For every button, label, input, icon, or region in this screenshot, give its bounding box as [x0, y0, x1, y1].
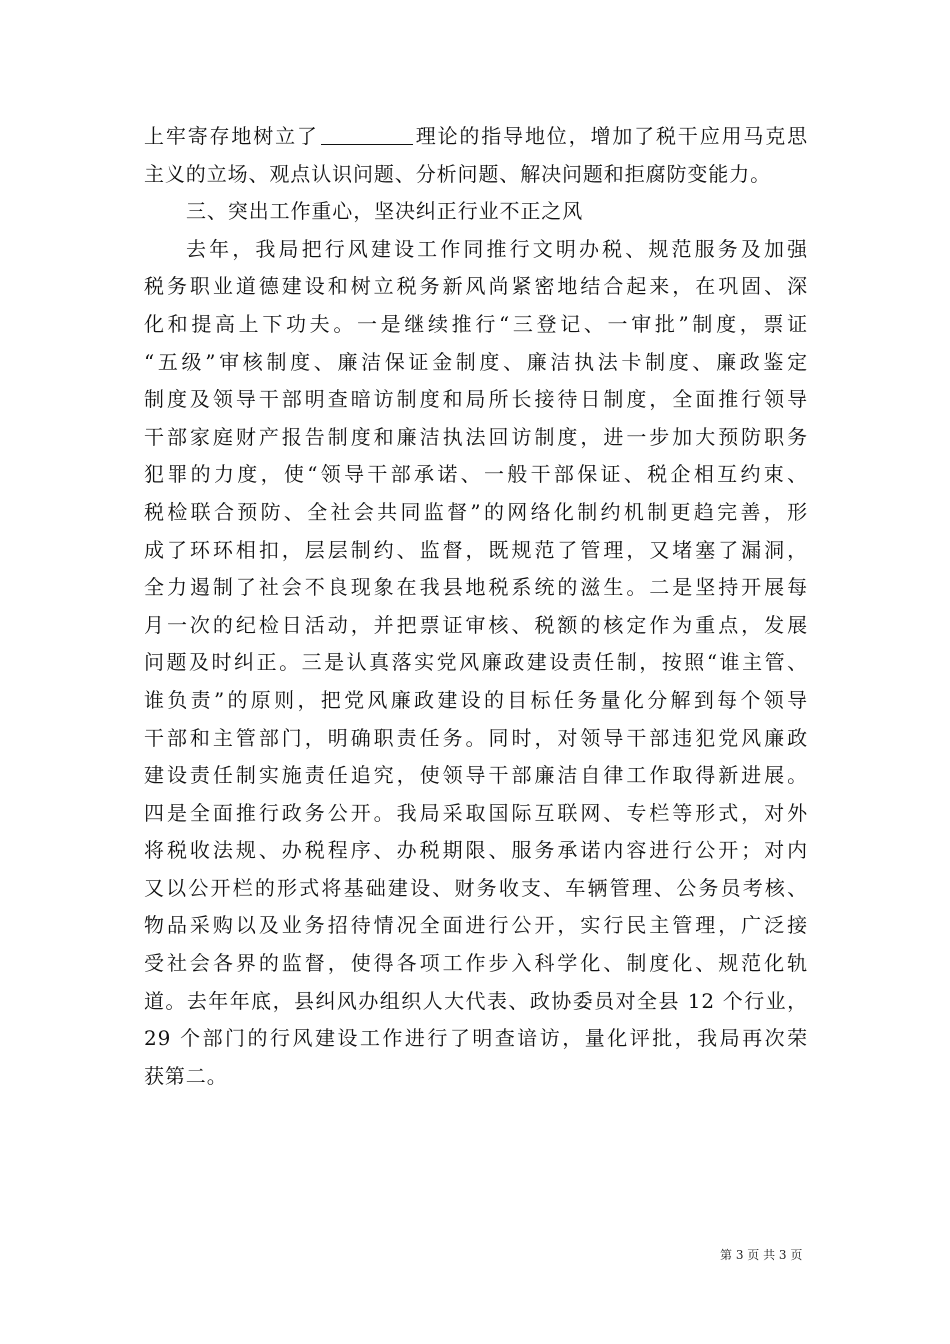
text-line-11: 税检联合预防、全社会共同监督”的网络化制约机制更趋完善，形	[144, 499, 808, 524]
text-line-21: 又以公开栏的形式将基础建设、财务收支、车辆管理、公务员考核、	[144, 875, 808, 900]
text-line-2: 主义的立场、观点认识问题、分析问题、解决问题和拒腐防变能力。	[144, 161, 771, 186]
text-line-20: 将税收法规、办税程序、办税期限、服务承诺内容进行公开；对内	[144, 838, 808, 863]
document-body	[144, 118, 808, 1095]
text-line-26: 获第二。	[144, 1063, 228, 1088]
text-line-14: 月一次的纪检日活动，并把票证审核、税额的核定作为重点，发展	[144, 612, 808, 637]
text-line-18: 建设责任制实施责任追究，使领导干部廉洁自律工作取得新进展。	[144, 763, 808, 788]
text-line-9: 干部家庭财产报告制度和廉洁执法回访制度，进一步加大预防职务	[144, 424, 808, 449]
text-line-12: 成了环环相扣，层层制约、监督，既规范了管理，又堵塞了漏洞，	[144, 537, 808, 562]
text-line-16: 谁负责”的原则，把党风廉政建设的目标任务量化分解到每个领导	[144, 687, 808, 712]
text-line-5: 税务职业道德建设和树立税务新风尚紧密地结合起来，在巩固、深	[144, 274, 808, 299]
fill-in-blank	[321, 122, 413, 145]
text-line-7: “五级”审核制度、廉洁保证金制度、廉洁执法卡制度、廉政鉴定	[144, 349, 808, 374]
text-line-6: 化和提高上下功夫。一是继续推行“三登记、一审批”制度，票证	[144, 311, 808, 336]
text-line-24: 道。去年年底，县纠风办组织人大代表、政协委员对全县 12 个行业，	[144, 988, 808, 1013]
text-line-15: 问题及时纠正。三是认真落实党风廉政建设责任制，按照“谁主管、	[144, 650, 808, 675]
text-line-17: 干部和主管部门，明确职责任务。同时，对领导干部违犯党风廉政	[144, 725, 808, 750]
page-number-footer: 第 3 页 共 3 页	[720, 1248, 803, 1262]
paragraph-first-line: 去年，我局把行风建设工作同推行文明办税、规范服务及加强	[186, 236, 808, 261]
text-line-19: 四是全面推行政务公开。我局采取国际互联网、专栏等形式，对外	[144, 800, 808, 825]
text-line-25: 29 个部门的行风建设工作进行了明查谙访，量化评批，我局再次荣	[144, 1026, 808, 1051]
text-line-8: 制度及领导干部明查暗访制度和局所长接待日制度，全面推行领导	[144, 387, 808, 412]
text-line-1	[144, 118, 808, 156]
text-line-22: 物品采购以及业务招待情况全面进行公开，实行民主管理，广泛接	[144, 913, 808, 938]
text-line-10: 犯罪的力度，使“领导干部承诺、一般干部保证、税企相互约束、	[144, 462, 808, 487]
section-heading: 三、突出工作重心，坚决纠正行业不正之风	[186, 199, 584, 224]
text-line-23: 受社会各界的监督，使得各项工作步入科学化、制度化、规范化轨	[144, 951, 808, 976]
text-line-13: 全力遏制了社会不良现象在我县地税系统的滋生。二是坚持开展每	[144, 575, 808, 600]
text-segment-after-blank: 理论的指导地位，增加了税干应用马克思	[414, 124, 809, 148]
text-segment-before-blank: 上牢寄存地树立了	[144, 124, 319, 148]
